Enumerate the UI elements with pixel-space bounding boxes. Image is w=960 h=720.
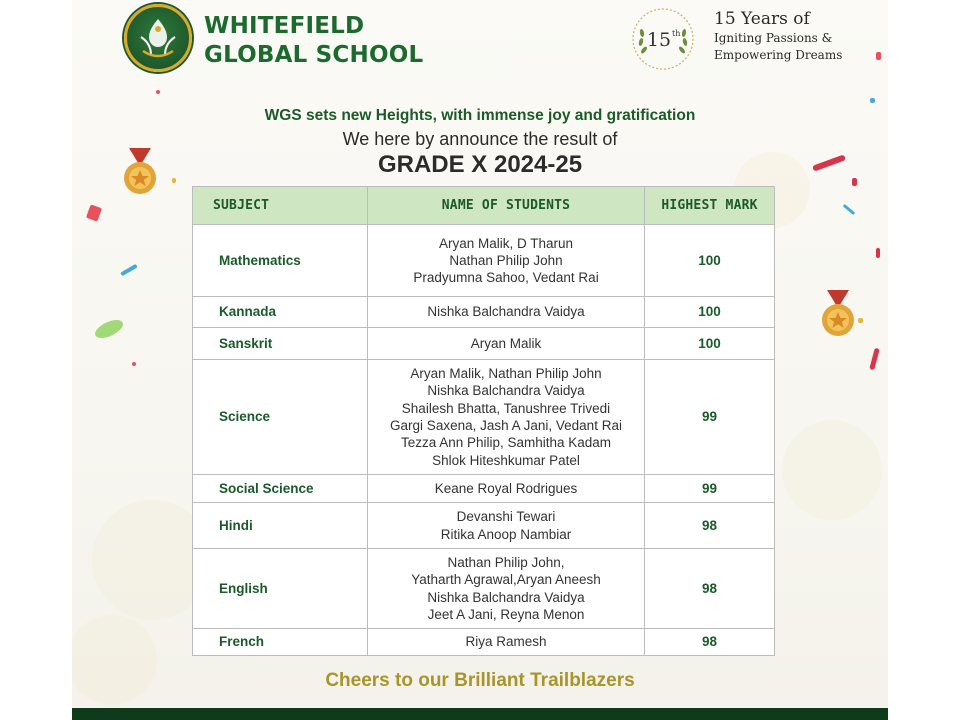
mark-cell: 100 [645,225,775,297]
table-row [193,503,775,549]
results-table [192,186,775,656]
subject-cell: Science [193,360,368,475]
table-row [193,629,775,656]
results-poster [72,0,888,720]
student-names: Aryan Malik [470,335,542,351]
student-names: Ritika Anoop Nambiar [440,526,572,542]
table-header-row [193,187,775,225]
subject-cell: Social Science [193,475,368,503]
student-names: Jeet A Jani, Reyna Menon [427,606,585,622]
mark-cell: 98 [645,549,775,629]
header-subject: SUBJECT [193,187,368,225]
table-row [193,360,775,475]
names-cell [368,549,645,629]
subject-cell: Kannada [193,297,368,328]
student-names: Pradyumna Sahoo, Vedant Rai [413,270,599,286]
student-names: Yatharth Agrawal,Aryan Aneesh [411,572,601,588]
mark-cell: 99 [645,360,775,475]
student-names: Riya Ramesh [465,634,547,650]
header-names: NAME OF STUDENTS [368,187,645,225]
bottom-bar [72,708,888,720]
student-names: Nathan Philip John, [447,554,565,570]
subject-cell: Sanskrit [193,328,368,360]
header-mark: HIGHEST MARK [645,187,775,225]
confetti [876,248,880,258]
anniversary-title: 15 Years of [714,9,810,29]
student-names: Shlok Hiteshkumar Patel [432,452,580,468]
student-names: Nishka Balchandra Vaidya [427,383,585,399]
confetti [852,178,857,186]
student-names: Nishka Balchandra Vaidya [427,304,585,320]
school-name-line1: WHITEFIELD [204,13,365,39]
student-names: Aryan Malik, D Tharun [438,235,574,251]
school-logo-icon [124,4,192,72]
student-names: Keane Royal Rodrigues [434,480,578,496]
subject-cell: English [193,549,368,629]
names-cell [368,503,645,549]
student-names: Gargi Saxena, Jash A Jani, Vedant Rai [390,418,622,433]
mark-cell: 100 [645,297,775,328]
table-row [193,225,775,297]
tagline: WGS sets new Heights, with immense joy and gratification [264,107,696,124]
student-names: Nishka Balchandra Vaidya [427,589,585,605]
anniversary-line3: Empowering Dreams [714,48,843,62]
names-cell [368,475,645,503]
student-names: Shailesh Bhatta, Tanushree Trivedi [401,400,611,416]
confetti [132,362,136,366]
student-names: Aryan Malik, Nathan Philip John [410,366,602,382]
school-name [204,12,423,70]
names-cell [368,225,645,297]
anniversary-text [714,8,842,64]
grade-title: GRADE X 2024-25 [377,151,583,178]
student-names: Tezza Ann Philip, Samhitha Kadam [400,435,612,451]
names-cell [368,297,645,328]
table-row [193,475,775,503]
mark-cell: 100 [645,328,775,360]
subject-cell: Mathematics [193,225,368,297]
confetti [156,90,160,94]
names-cell [368,629,645,656]
table-row [193,549,775,629]
mark-cell: 99 [645,475,775,503]
anniversary-line2: Igniting Passions & [714,31,833,45]
confetti [858,318,863,323]
anniversary-number: 15 [646,29,672,51]
medal-icon [810,286,866,342]
confetti [876,52,881,60]
anniversary-wreath-icon [628,4,698,74]
table-row [193,328,775,360]
school-name-line2: GLOBAL SCHOOL [204,42,424,68]
mark-cell: 98 [645,629,775,656]
table-row [193,297,775,328]
confetti [172,178,176,183]
cheers-message: Cheers to our Brilliant Trailblazers [325,670,635,691]
student-names: Devanshi Tewari [456,509,556,525]
medal-icon [112,144,168,200]
names-cell [368,360,645,475]
mark-cell: 98 [645,503,775,549]
confetti [870,98,875,103]
subject-cell: French [193,629,368,656]
subject-cell: Hindi [193,503,368,549]
student-names: Nathan Philip John [449,252,563,268]
anniversary-suffix: th [672,29,681,38]
announcement: We here by announce the result of [342,129,618,149]
names-cell [368,328,645,360]
